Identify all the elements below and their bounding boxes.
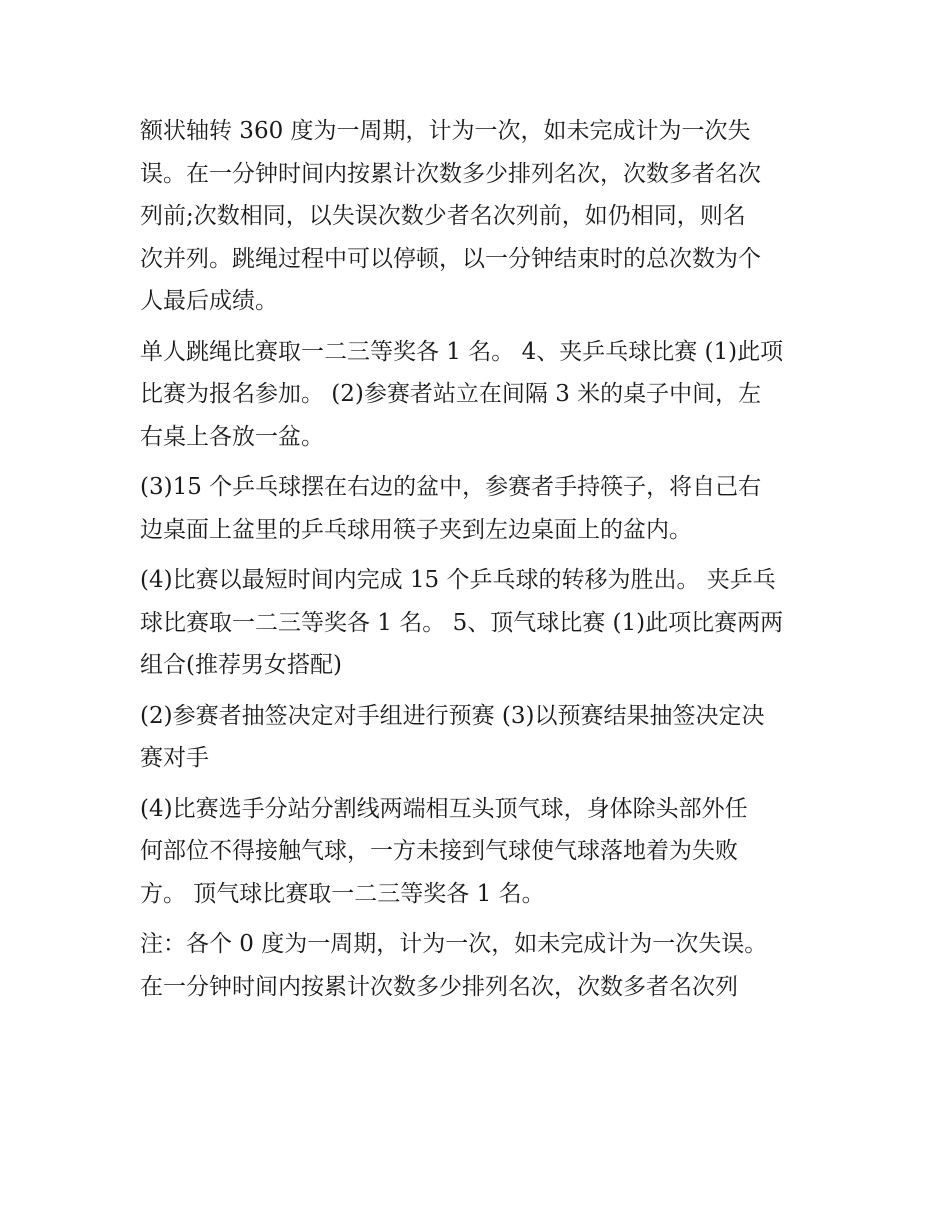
paragraph-balloon-step2 bbox=[140, 695, 820, 780]
text-line: 误。在一分钟时间内按累计次数多少排列名次，次数多者名次 bbox=[140, 160, 761, 187]
paragraph-balloon-step4 bbox=[140, 788, 820, 916]
paragraph-gap bbox=[140, 915, 820, 923]
text-line: 赛对手 bbox=[140, 745, 209, 771]
text-line: 何部位不得接触气球，一方未接到气球使气球落地着为失败 bbox=[140, 838, 738, 864]
text-line: (3)15 个乒乓球摆在右边的盆中，参赛者手持筷子，将自己右 bbox=[140, 474, 762, 500]
text-line: (4)比赛以最短时间内完成 15 个乒乓球的转移为胜出。 夹乒乓 bbox=[140, 567, 776, 593]
paragraph-pingpong-intro bbox=[140, 331, 820, 459]
paragraph-gap bbox=[140, 551, 820, 559]
text-line: 方。 顶气球比赛取一二三等奖各 1 名。 bbox=[140, 880, 545, 907]
document-body bbox=[140, 110, 820, 1008]
paragraph-rope-rules bbox=[140, 110, 820, 323]
text-line: 右桌上各放一盆。 bbox=[140, 423, 324, 450]
text-line: 边桌面上盆里的乒乓球用筷子夹到左边桌面上的盆内。 bbox=[140, 516, 692, 543]
text-line: 额状轴转 360 度为一周期，计为一次，如未完成计为一次失 bbox=[140, 118, 751, 144]
text-line: 球比赛取一二三等奖各 1 名。 5、顶气球比赛 (1)此项比赛两两 bbox=[140, 609, 784, 636]
text-line: 人最后成绩。 bbox=[140, 288, 278, 314]
paragraph-gap bbox=[140, 780, 820, 788]
text-line: 次并列。跳绳过程中可以停顿，以一分钟结束时的总次数为个 bbox=[140, 245, 761, 272]
text-line: 组合(推荐男女搭配) bbox=[140, 652, 342, 678]
paragraph-gap bbox=[140, 458, 820, 466]
paragraph-pingpong-step3 bbox=[140, 466, 820, 551]
paragraph-gap bbox=[140, 323, 820, 331]
paragraph-gap bbox=[140, 687, 820, 695]
text-line: 在一分钟时间内按累计次数多少排列名次，次数多者名次列 bbox=[140, 973, 738, 1000]
text-line: 单人跳绳比赛取一二三等奖各 1 名。 4、夹乒乓球比赛 (1)此项 bbox=[140, 338, 784, 365]
paragraph-note bbox=[140, 923, 820, 1008]
text-line: 比赛为报名参加。 (2)参赛者站立在间隔 3 米的桌子中间，左 bbox=[140, 381, 762, 407]
text-line: 列前;次数相同，以失误次数少者名次列前，如仍相同，则名 bbox=[140, 203, 746, 229]
paragraph-pingpong-step4 bbox=[140, 559, 820, 687]
text-line: 注：各个 0 度为一周期，计为一次，如未完成计为一次失误。 bbox=[140, 931, 768, 957]
text-line: (4)比赛选手分站分割线两端相互头顶气球，身体除头部外任 bbox=[140, 795, 748, 822]
text-line: (2)参赛者抽签决定对手组进行预赛 (3)以预赛结果抽签决定决 bbox=[140, 702, 765, 729]
